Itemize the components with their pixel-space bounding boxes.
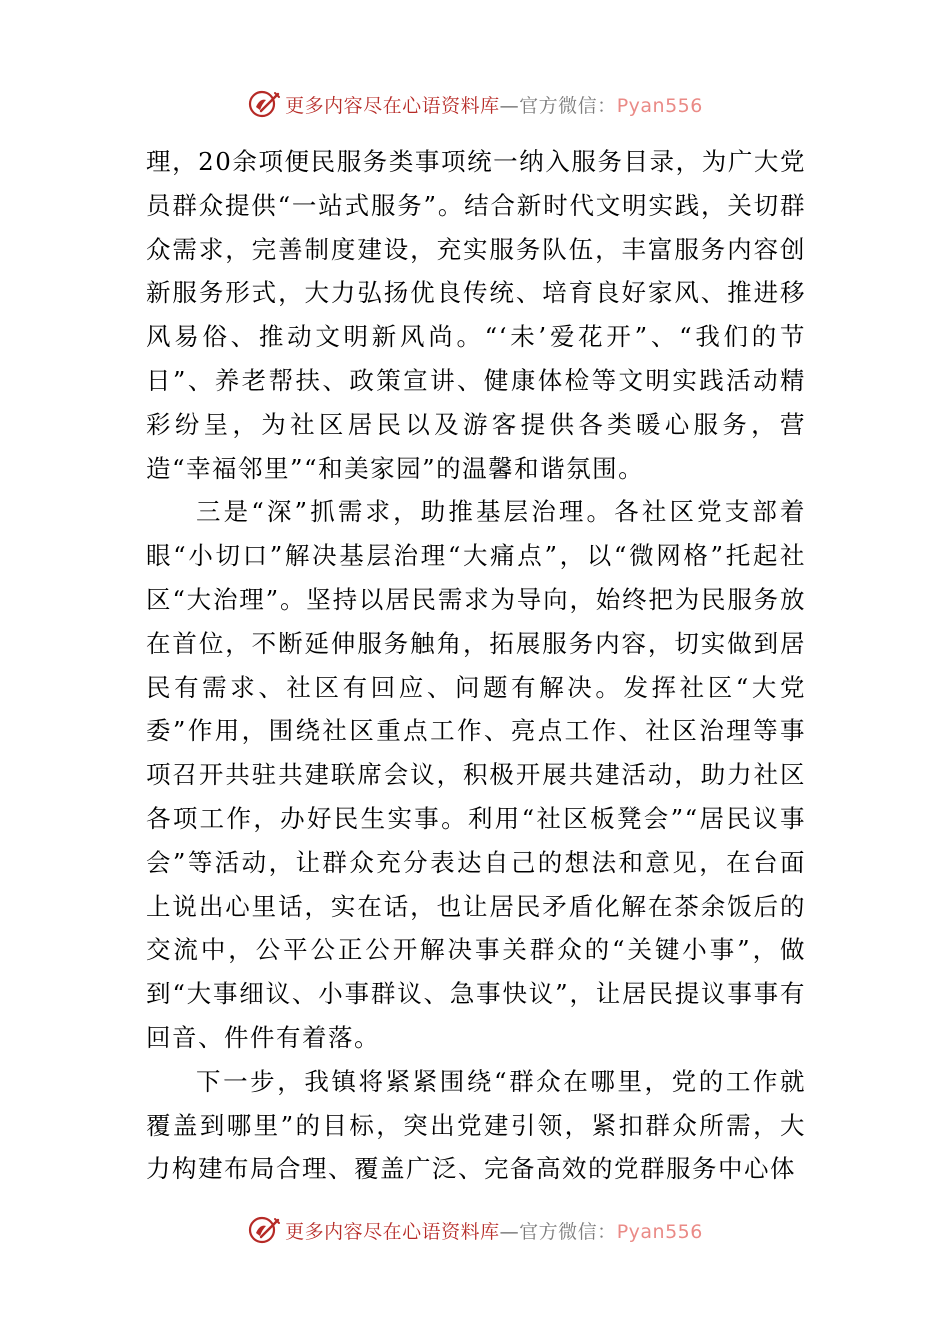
banner-dash: — — [499, 1220, 520, 1243]
paragraph-next-step: 下一步，我镇将紧紧围绕“群众在哪里，党的工作就覆盖到哪里”的目标，突出党建引领，紧扣群众所需，大力构建布局合理、覆盖广泛、完备高效的党群服务中心体 — [146, 1066, 806, 1184]
banner-library-name: 更多内容尽在心语资料库 — [285, 94, 500, 117]
paragraph-section-three: 三是“深”抓需求，助推基层治理。各社区党支部着眼“小切口”解决基层治理“大痛点”，以“微网格”托起社区“大治理”。坚持以居民需求为导向，始终把为民服务放在首位，不断延伸服务触角，拓展服务内容，切实做到居民有需求、社区有回应、问题有解决。发挥社区“大党委”作用，围绕社区重点工作、亮点工作、社区治理等事项召开共驻共建联席会议，积极开展共建活动，助力社区各项工作，办好民生实事。利用“社区板凳会”“居民议事会”等活动，让群众充分表达自己的想法和意见，在台面上说出心里话，实在话，也让居民矛盾化解在茶余饭后的交流中，公平公正公开解决事关群众的“关键小事”，做到“大事细议、小事群议、急事快议”，让居民提议事事有回音、件件有着落。 — [146, 497, 806, 1052]
pen-circle-logo-icon — [247, 87, 281, 121]
document-body — [146, 140, 806, 1191]
banner-wechat-id: Pyan556 — [616, 1220, 703, 1243]
banner-wechat-id: Pyan556 — [616, 94, 703, 117]
banner-dash: — — [499, 94, 520, 117]
banner-wechat-label: 官方微信： — [519, 94, 617, 117]
banner-text — [285, 1217, 703, 1244]
footer-banner — [0, 1210, 950, 1250]
banner-text — [285, 91, 703, 118]
header-banner — [0, 84, 950, 124]
banner-library-name: 更多内容尽在心语资料库 — [285, 1220, 500, 1243]
banner-wechat-label: 官方微信： — [519, 1220, 617, 1243]
paragraph-continued: 理，20余项便民服务类事项统一纳入服务目录，为广大党员群众提供“一站式服务”。结合新时代文明实践，关切群众需求，完善制度建设，充实服务队伍，丰富服务内容创新服务形式，大力弘扬优良传统、培育良好家风、推进移风易俗、推动文明新风尚。“‘未’爱花开”、“我们的节日”、养老帮扶、政策宣讲、健康体检等文明实践活动精彩纷呈，为社区居民以及游客提供各类暖心服务，营造“幸福邻里”“和美家园”的温馨和谐氛围。 — [146, 147, 806, 483]
pen-circle-logo-icon — [247, 1213, 281, 1247]
